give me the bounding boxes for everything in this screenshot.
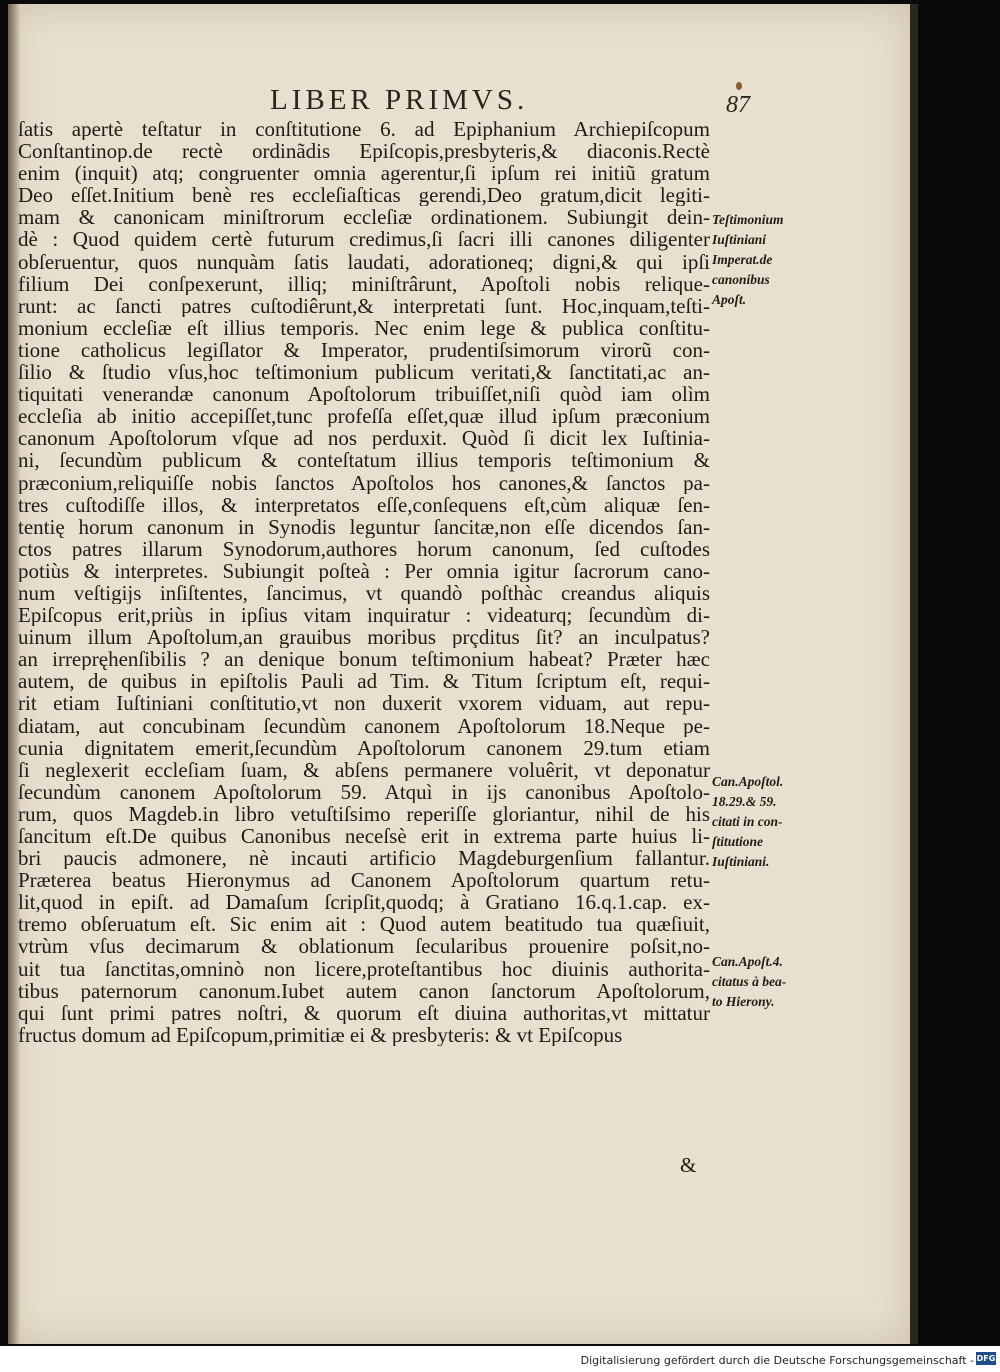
- footer-bar: [0, 1346, 1000, 1372]
- text-line: an irrepręhenſibilis ? an denique bonum teſtimonium habeat? Præter hæc: [18, 648, 710, 671]
- text-line: ni, ſecundùm publicum & conteſtatum illius temporis teſtimonium &: [18, 449, 710, 472]
- text-line: ſi neglexerit eccleſiam ſuam, & abſens permanere voluêrit, vt deponatur: [18, 758, 710, 781]
- text-line: tibus paternorum canonum.Iubet autem canon ſanctorum Apoſtolorum,: [18, 979, 710, 1002]
- text-line: Præterea beatus Hieronymus ad Canonem Apoſtolorum quartum retu-: [18, 869, 710, 892]
- note-line: citati in con-: [712, 814, 783, 829]
- text-line: Conſtantinop.de rectè ordinãdis Epiſcopis,presbyteris,& diaconis.Rectè: [18, 140, 710, 163]
- text-line: uinum illum Apoſtolum,an grauibus moribus prçditus ſit? an inculpatus?: [18, 626, 710, 649]
- text-line: obſeruentur, quos nunquàm ſatis laudati, adorationeq; digni,& qui ipſi: [18, 250, 710, 273]
- text-line: lit,quod in epiſt. ad Damaſum ſcripſit,quodq; à Gratiano 16.q.1.cap. ex-: [18, 891, 710, 914]
- text-line: vtrùm vſus decimarum & oblationum ſecularibus prouenire poſsit,no-: [18, 935, 710, 958]
- text-line: filium Dei conſpexerunt, illiq; miniſtrârunt, Apoſtoli nobis relique-: [18, 272, 710, 295]
- text-line: canonum Apoſtolorum vſque ad nos perduxit. Quòd ſi dicit lex Iuſtinia-: [18, 427, 710, 450]
- text-line: Deo eſſet.Initium benè res eccleſiaſticas gerendi,Deo gratum,dicit legiti-: [18, 184, 710, 207]
- text-line: dè : Quod quidem certè futurum credimus,ſi ſacri illi canones diligenter: [18, 228, 710, 251]
- text-line: autem, de quibus in epiſtolis Pauli ad Tim. & Titum ſcriptum eſt, requi-: [18, 670, 710, 693]
- body-text: [18, 118, 710, 1046]
- text-line: ctos patres illarum Synodorum,authores horum canonum, ſed cuſtodes: [18, 537, 710, 560]
- note-line: 18.29.& 59.: [712, 794, 777, 809]
- note-line: Imperat.de: [712, 252, 773, 267]
- text-line: qui ſunt primi patres noſtri, & quorum eſt diuina authoritas,vt mittatur: [18, 1001, 710, 1024]
- text-line: tione catholicus legiſlator & Imperator, prudentiſsimorum virorũ con-: [18, 338, 710, 362]
- text-line: bri paucis admonere, nè incauti artificio Magdeburgenſium fallantur.: [18, 847, 710, 870]
- text-line: runt: ac ſancti patres cuſtodiêrunt,& interpretati ſunt. Hoc,inquam,teſti-: [18, 294, 710, 317]
- running-head: LIBER PRIMVS.: [270, 84, 529, 116]
- text-line: ſatis apertè teſtatur in conſtitutione 6. ad Epiphanium Archiepiſcopum: [18, 118, 710, 141]
- page-right-edge: [910, 4, 918, 1344]
- text-line: enim (inquit) atq; congruenter omnia agerentur,ſi ipſum rei initiũ gratum: [18, 162, 710, 185]
- text-line: diatam, aut concubinam ſecundùm canonem Apoſtolorum 18.Neque pe-: [18, 714, 710, 737]
- text-line: fructus domum ad Epiſcopum,primitiæ ei & presbyteris: & vt Epiſcopus: [18, 1023, 623, 1046]
- text-line: cunia dignitatem emerit,ſecundùm Apoſtolorum canonem 29.tum etiam: [18, 736, 710, 759]
- note-line: Teſtimonium: [712, 212, 784, 227]
- marginal-note-canones: [712, 772, 822, 872]
- text-line: tiquitati venerandæ canonum Apoſtolorum tribuiſſet,niſi quòd iam olìm: [18, 383, 710, 406]
- ink-mark: [736, 82, 742, 90]
- note-line: citatus à bea-: [712, 974, 787, 989]
- text-line: tres cuſtodiſſe illos, & interpretatos eſſe,conſequens eſt,cùm aliquæ ſen-: [18, 493, 710, 516]
- note-line: to Hierony.: [712, 994, 775, 1009]
- note-line: Can.Apoſt.4.: [712, 954, 783, 969]
- text-line: mam & canonicam miniſtrorum eccleſiæ ordinationem. Subiungit dein-: [18, 206, 710, 229]
- text-line: potiùs & interpretes. Subiungit poſteà : Per omnia igitur ſacrorum cano-: [18, 559, 710, 582]
- text-line: uit tua ſanctitas,omninò non licere,proteſtantibus hoc diuinis authorita-: [18, 957, 710, 980]
- text-line: tentię horum canonum in Synodis leguntur ſancitæ,non eſſe dicendos ſan-: [18, 515, 710, 538]
- catchword: &: [680, 1153, 697, 1177]
- text-line: tremo obſeruatum eſt. Sic enim ait : Quod autem beatitudo tua quæſiuit,: [18, 913, 710, 936]
- note-line: Iuſtiniani: [712, 232, 767, 247]
- text-line: monium eccleſiæ eſt illius temporis. Nec enim lege & publica conſtitu-: [18, 316, 710, 339]
- note-line: Apoſt.: [712, 292, 747, 307]
- text-line: eccleſia ab initio accepiſſet,tunc profeſſa eſſet,quæ illud ipſum præconium: [18, 405, 710, 428]
- note-line: Can.Apoſtol.: [712, 774, 784, 789]
- dfg-logo-icon: DFG: [976, 1354, 996, 1363]
- page-number: 87: [726, 92, 750, 118]
- marginal-note-testimonium: [712, 210, 822, 310]
- text-line: rit etiam Iuſtiniani conſtitutio,vt non duxerit vxorem viduam, aut repu-: [18, 692, 710, 715]
- marginal-note-hieronymus: [712, 952, 822, 1012]
- text-line: rum, quos Magdeb.in libro vetuſtiſsimo reperiſſe gloriantur, nihil de his: [18, 802, 710, 825]
- text-line: ſancitum eſt.De quibus Canonibus neceſsè erit in extrema parte huius li-: [18, 825, 710, 848]
- note-line: ſtitutione: [712, 834, 764, 849]
- note-line: canonibus: [712, 272, 770, 287]
- footer-credit: Digitalisierung gefördert durch die Deutsche Forschungsgemeinschaft -: [580, 1354, 974, 1367]
- text-line: præconium,reliquiſſe nobis ſanctos Apoſtolos hos canones,& ſanctos pa-: [18, 471, 710, 494]
- text-line: ſecundùm canonem Apoſtolorum 59. Atquì in ijs canonibus Apoſtolo-: [18, 780, 710, 803]
- text-line: Epiſcopus erit,priùs in ipſius vitam inquiratur : videaturq; ſecundùm di-: [18, 604, 710, 627]
- note-line: Iuſtiniani.: [712, 854, 770, 869]
- text-line: ſilio & ſtudio vſus,hoc teſtimonium publicum veritati,& ſanctitati,ac an-: [18, 361, 710, 384]
- text-line: num veſtigijs inſiſtentes, ſancimus, vt quandò poſthàc creandus aliquis: [18, 581, 710, 605]
